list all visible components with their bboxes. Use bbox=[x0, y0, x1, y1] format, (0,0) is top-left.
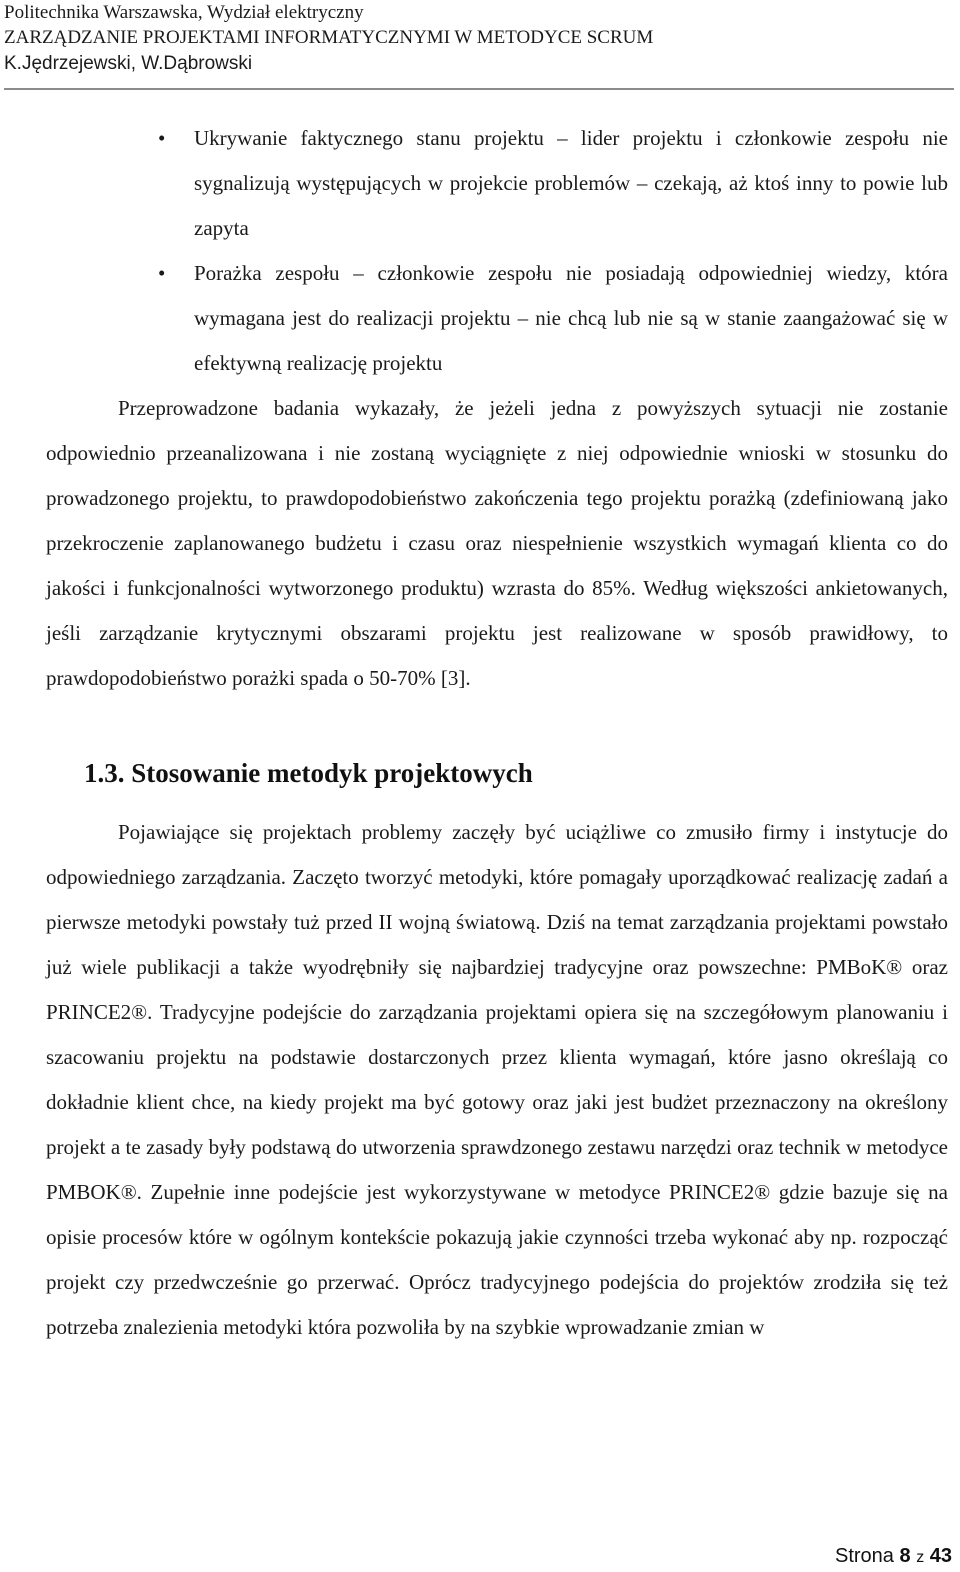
page-header bbox=[4, 0, 954, 77]
section-heading: 1.3. Stosowanie metodyk projektowych bbox=[84, 758, 533, 788]
header-authors: K.Jędrzejewski, W.Dąbrowski bbox=[4, 53, 253, 74]
page-of: z bbox=[916, 1549, 925, 1566]
paragraph-methodologies: Pojawiające się projektach problemy zaczęły być uciążliwe co zmusiło firmy i instytucje do odpowiedniego zarządzania. Zaczęto tworzyć metodyki, które pomagały uporządkować realizację zadań a pierwsze metodyki powstały tuż przed II wojną światową. Dziś na temat zarządzania projektami powstało już wiele publikacji a także wyodrębniły się najbardziej tradycyjne oraz powszechne: PMBoK® oraz PRINCE2®. Tradycyjne podejście do zarządzania projektami opiera się na szczegółowym planowaniu i szacowaniu projektu na podstawie dostarczonych przez klienta wymagań, które jasno określają co dokładnie klient chce, na kiedy projekt ma być gotowy oraz jaki jest budżet przeznaczony na określony projekt a te zasady były podstawą do utworzenia sprawdzonego zestawu narzędzi oraz technik w metodyce PMBOK®. Zupełnie inne podejście jest wykorzystywane w metodyce PRINCE2® gdzie bazuje się na opisie procesów które w ogólnym kontekście pokazują jakie czynności trzeba wykonać aby np. rozpocząć projekt czy przedwcześnie go przerwać. Oprócz tradycyjnego podejścia do projektów zrodziła się też potrzeba znalezienia metodyki która pozwoliła by na szybkie wprowadzanie zmian w bbox=[46, 820, 948, 1339]
header-divider bbox=[4, 88, 954, 90]
page-current: 8 bbox=[899, 1545, 911, 1567]
page-content bbox=[46, 116, 948, 1350]
header-title: ZARZĄDZANIE PROJEKTAMI INFORMATYCZNYMI W METODYCE SCRUM bbox=[4, 27, 654, 48]
page-total: 43 bbox=[929, 1545, 952, 1567]
paragraph-research: Przeprowadzone badania wykazały, że jeżeli jedna z powyższych sytuacji nie zostanie odpowiednio przeanalizowana i nie zostaną wyciągnięte z niej odpowiednie wnioski w stosunku do prowadzonego projektu, to prawdopodobieństwo zakończenia tego projektu porażką (zdefiniowaną jako przekroczenie zaplanowanego budżetu i czasu oraz niespełnienie wszystkich wymagań klienta co do jakości i funkcjonalności wytworzonego produktu) wzrasta do 85%. Według większości ankietowanych, jeśli zarządzanie krytycznymi obszarami projektu jest realizowane w sposób prawidłowy, to prawdopodobieństwo porażki spada o 50-70% [3]. bbox=[46, 396, 948, 690]
header-university: Politechnika Warszawska, Wydział elektryczny bbox=[4, 2, 364, 23]
page-number bbox=[835, 1544, 952, 1570]
list-item: • Porażka zespołu – członkowie zespołu nie posiadają odpowiedniej wiedzy, która wymagana jest do realizacji projektu – nie chcą lub nie są w stanie zaangażować się w efektywną realizację projektu bbox=[46, 251, 948, 386]
list-item: • Ukrywanie faktycznego stanu projektu – lider projektu i członkowie zespołu nie sygnalizują występujących w projekcie problemów – czekają, aż ktoś inny to powie lub zapyta bbox=[46, 116, 948, 251]
bullet-list bbox=[46, 116, 948, 386]
page-label: Strona bbox=[835, 1545, 894, 1567]
